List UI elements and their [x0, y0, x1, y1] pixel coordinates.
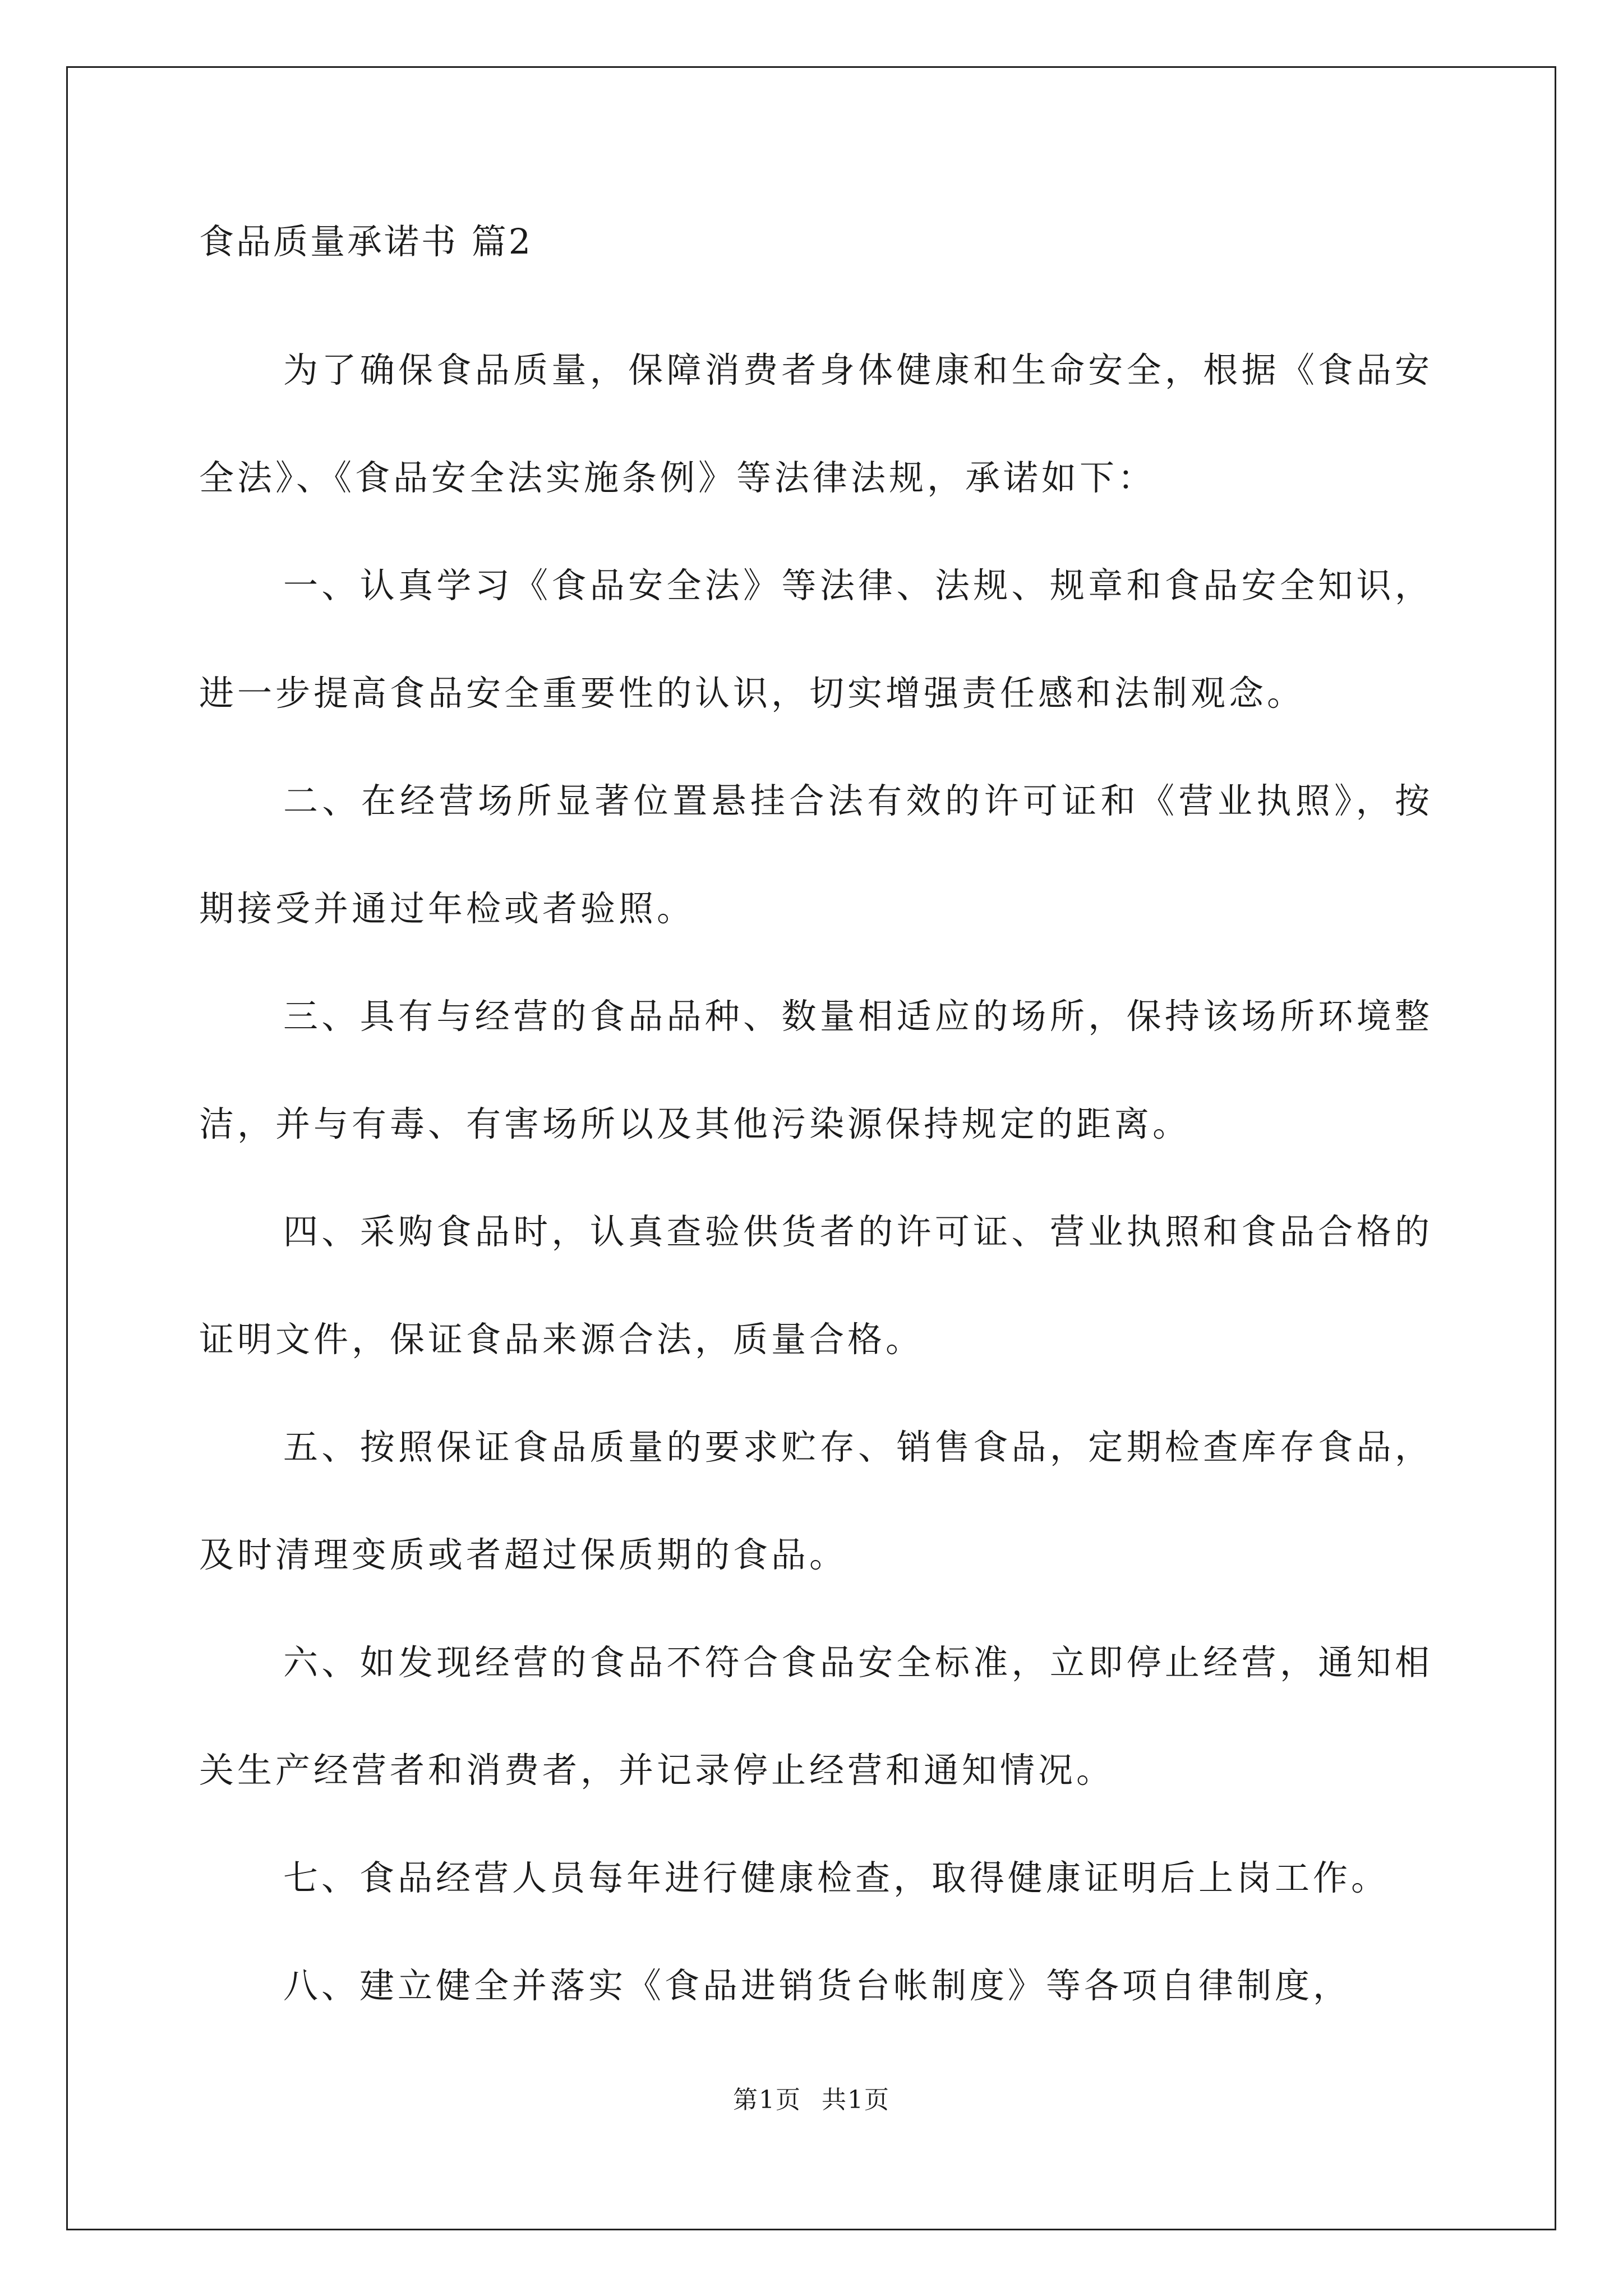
paragraph-item-3: 三、具有与经营的食品品种、数量相适应的场所，保持该场所环境整洁，并与有毒、有害场所以及其他污染源保持规定的距离。: [199, 996, 1433, 1144]
paragraph-item-7: 七、食品经营人员每年进行健康检查，取得健康证明后上岗工作。: [283, 1857, 1390, 1898]
paragraph-item-1: 一、认真学习《食品安全法》等法律、法规、规章和食品安全知识，进一步提高食品安全重要性的认识，切实增强责任感和法制观念。: [199, 565, 1433, 714]
paragraph-intro: 为了确保食品质量，保障消费者身体健康和生命安全，根据《食品安全法》、《食品安全法实施条例》等法律法规，承诺如下：: [199, 349, 1433, 498]
paragraph-item-8: 八、建立健全并落实《食品进销货台帐制度》等各项自律制度，: [283, 1965, 1352, 2006]
paragraph-item-5: 五、按照保证食品质量的要求贮存、销售食品，定期检查库存食品，及时清理变质或者超过保质期的食品。: [199, 1427, 1433, 1575]
paragraph-item-4: 四、采购食品时，认真查验供货者的许可证、营业执照和食品合格的证明文件，保证食品来源合法，质量合格。: [199, 1211, 1433, 1360]
document-title: 食品质量承诺书 篇2: [199, 221, 533, 262]
document-body: [199, 316, 1433, 2040]
page-number: 第1页: [733, 2086, 801, 2114]
paragraph-item-6: 六、如发现经营的食品不符合食品安全标准，立即停止经营，通知相关生产经营者和消费者，并记录停止经营和通知情况。: [199, 1642, 1433, 1791]
paragraph-item-2: 二、在经营场所显著位置悬挂合法有效的许可证和《营业执照》，按期接受并通过年检或者验照。: [199, 780, 1433, 929]
page-footer: [0, 2088, 1623, 2113]
page-total: 共1页: [822, 2086, 890, 2114]
